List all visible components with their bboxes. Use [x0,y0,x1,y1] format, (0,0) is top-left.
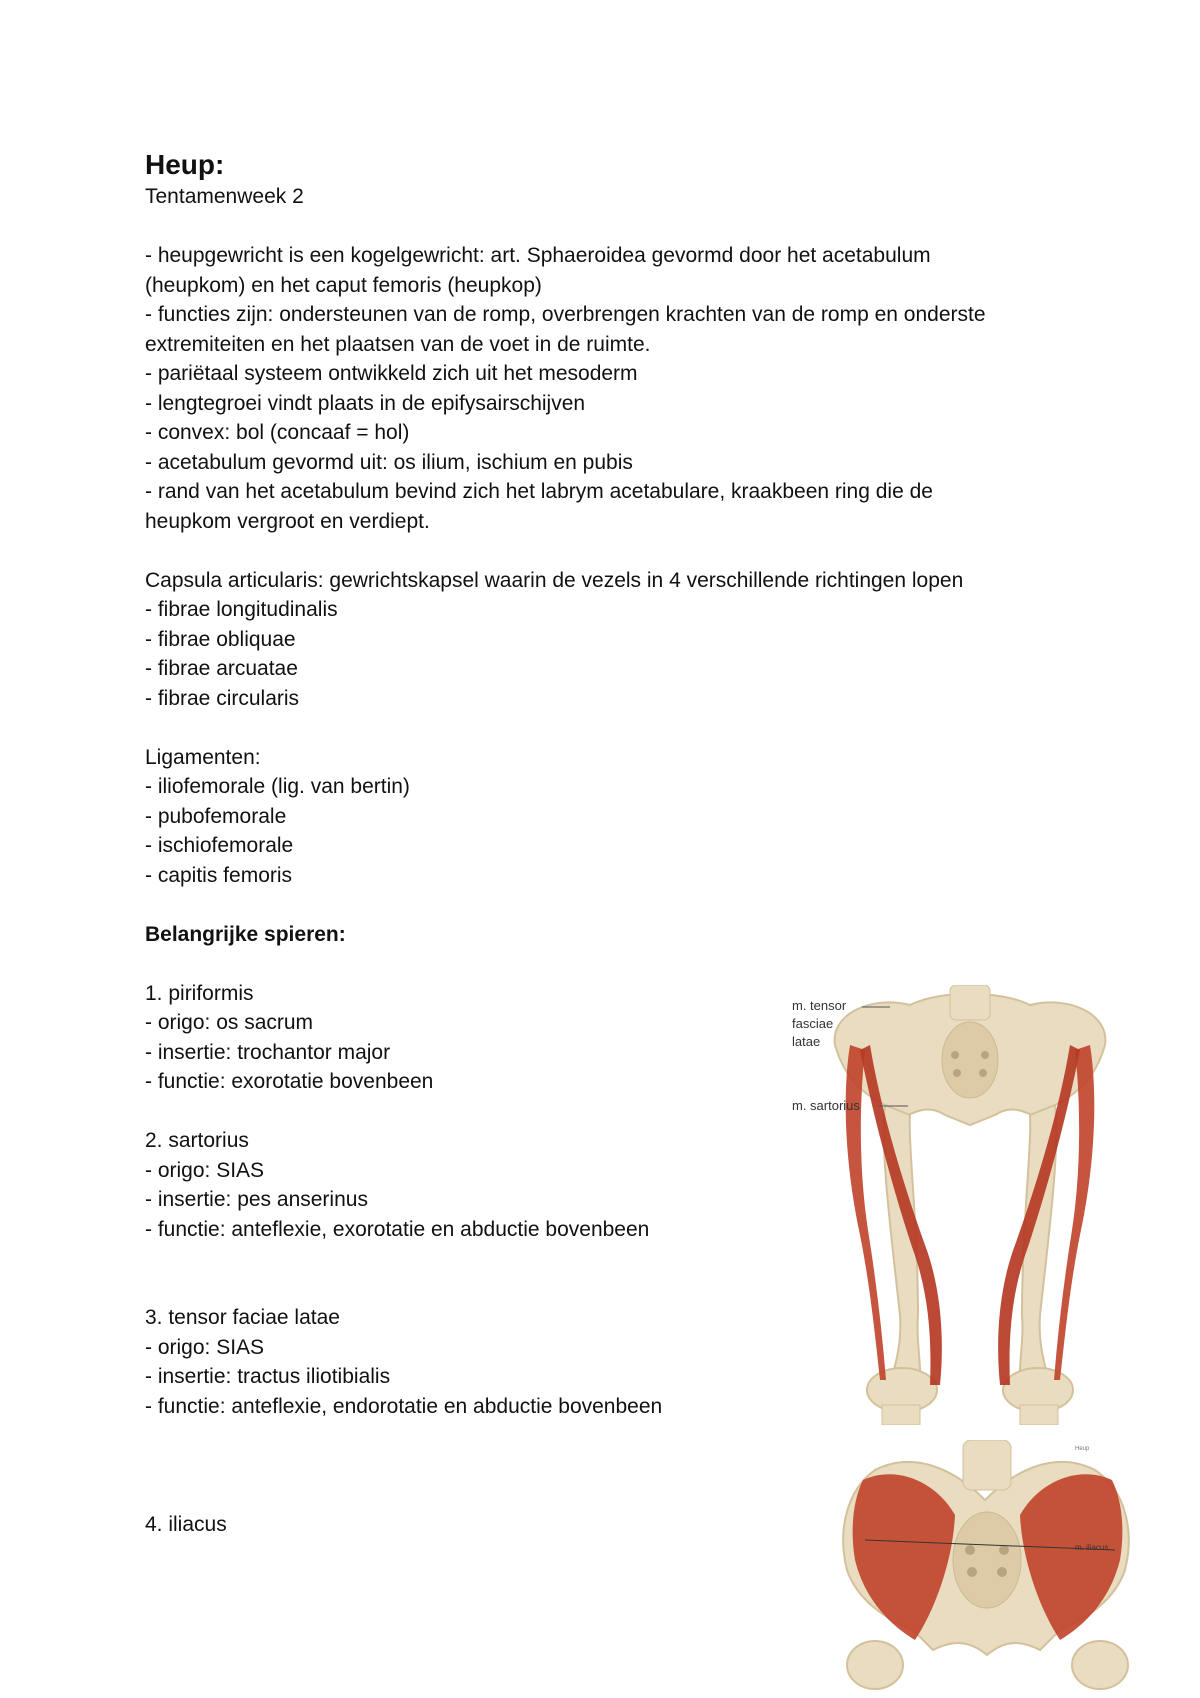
label-sartorius: m. sartorius [792,1098,860,1113]
muscle-detail: - origo: SIAS [145,1335,265,1359]
intro-line: - rand van het acetabulum bevind zich het labrym acetabulare, kraakbeen ring die de [145,480,933,503]
muscle-detail: - origo: os sacrum [145,1011,314,1034]
muscle-name: 1. piriformis [145,981,254,1005]
ligament-item: - capitis femoris [145,863,293,887]
muscle-detail: - functie: anteflexie, exorotatie en abductie bovenbeen [145,1217,650,1241]
intro-line: (heupkom) en het caput femoris (heupkop) [145,273,542,297]
anatomy-figure-tfl-sartorius [790,985,1120,1425]
label-tensor-1: m. tensor [792,998,847,1013]
ligament-item: - pubofemorale [145,804,287,828]
label-tensor-3: latae [792,1034,821,1049]
muscle-name: 2. sartorius [145,1129,249,1152]
page-title: Heup: [145,149,225,180]
intro-line: - functies zijn: ondersteunen van de romp, overbrengen krachten van de romp en onderste [145,303,986,326]
intro-line: heupkom vergroot en verdiept. [145,509,430,533]
muscle-detail: - functie: exorotatie bovenbeen [145,1070,434,1093]
capsula-item: - fibrae obliquae [145,627,296,651]
anatomy-figure-iliacus [835,1440,1140,1698]
intro-line: - pariëtaal systeem ontwikkeld zich uit het mesoderm [145,362,638,385]
label-iliacus: m. iliacus [1075,1543,1109,1552]
corner-mark: Heup [1075,1446,1090,1452]
muscle-detail: - origo: SIAS [145,1158,265,1182]
intro-line: - lengtegroei vindt plaats in de epifysairschijven [145,391,586,415]
ligament-item: - iliofemorale (lig. van bertin) [145,775,410,798]
capsula-item: - fibrae arcuatae [145,657,298,680]
intro-line: extremiteiten en het plaatsen van de voet in de ruimte. [145,332,651,356]
spieren-heading: Belangrijke spieren: [145,922,346,946]
subtitle: Tentamenweek 2 [145,185,304,208]
intro-line: - convex: bol (concaaf = hol) [145,421,410,444]
muscle-detail: - insertie: pes anserinus [145,1188,368,1211]
intro-line: - heupgewricht is een kogelgewricht: art. Sphaeroidea gevormd door het acetabulum [145,244,931,267]
muscle-name: 4. iliacus [145,1512,227,1536]
muscle-name: 3. tensor faciae latae [145,1306,340,1329]
muscle-detail: - insertie: tractus iliotibialis [145,1365,391,1388]
ligament-item: - ischiofemorale [145,834,294,857]
capsula-item: - fibrae longitudinalis [145,598,338,621]
ligamenten-heading: Ligamenten: [145,745,261,769]
muscle-detail: - insertie: trochantor major [145,1040,391,1064]
capsula-heading: Capsula articularis: gewrichtskapsel waarin de vezels in 4 verschillende richtingen lopen [145,568,964,592]
capsula-item: - fibrae circularis [145,686,300,710]
muscle-detail: - functie: anteflexie, endorotatie en abductie bovenbeen [145,1394,663,1418]
label-tensor-2: fasciae [792,1016,834,1031]
intro-line: - acetabulum gevormd uit: os ilium, ischium en pubis [145,450,633,474]
